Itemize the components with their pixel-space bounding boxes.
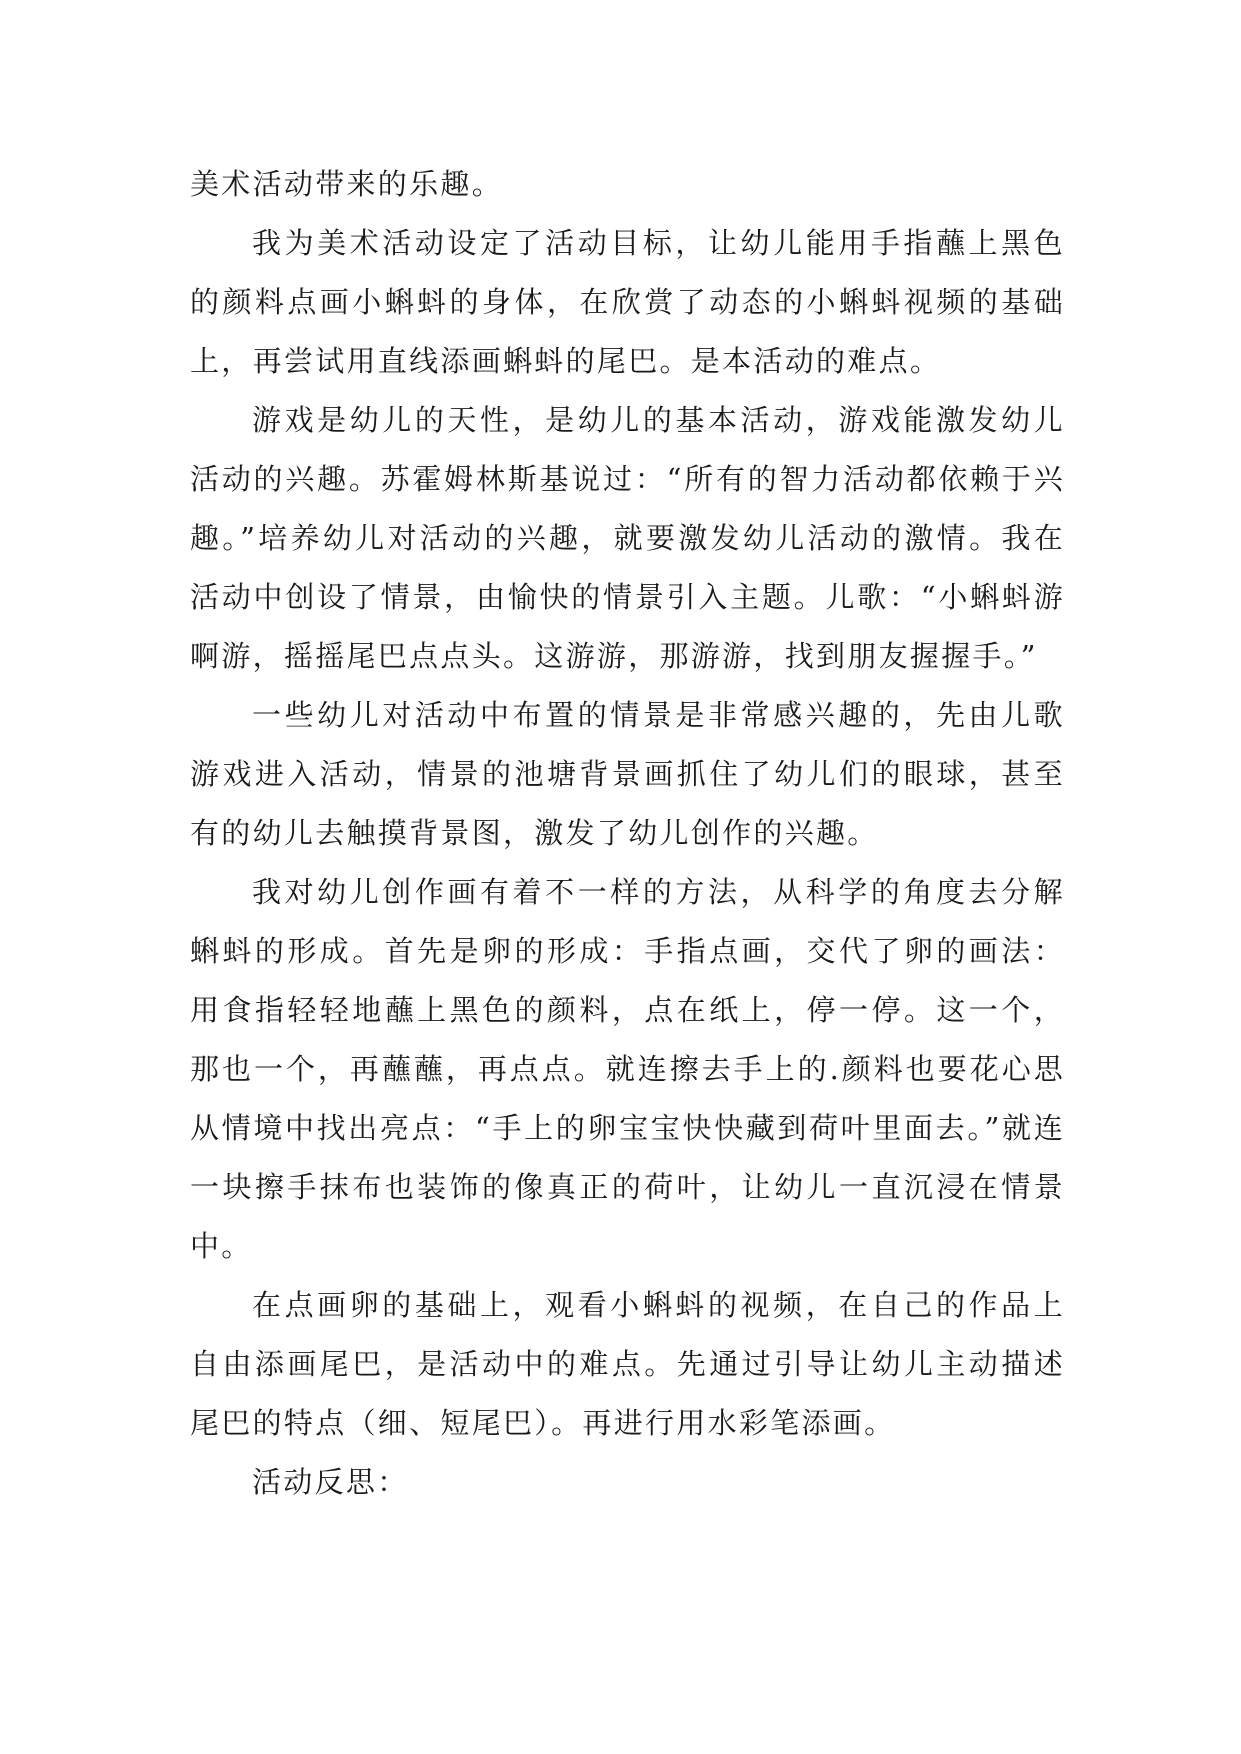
paragraph: 我为美术活动设定了活动目标，让幼儿能用手指蘸上黑色的颜料点画小蝌蚪的身体，在欣赏了动态的小蝌蚪视频的基础上，再尝试用直线添画蝌蚪的尾巴。是本活动的难点。 xyxy=(190,226,1065,378)
paragraph: 美术活动带来的乐趣。 xyxy=(190,167,504,201)
document-body xyxy=(190,155,1065,1512)
paragraph: 活动反思： xyxy=(252,1465,409,1499)
paragraph: 游戏是幼儿的天性，是幼儿的基本活动，游戏能激发幼儿活动的兴趣。苏霍姆林斯基说过：“所有的智力活动都依赖于兴趣。”培养幼儿对活动的兴趣，就要激发幼儿活动的激情。我在活动中创设了情景，由愉快的情景引入主题。儿歌：“小蝌蚪游啊游，摇摇尾巴点点头。这游游，那游游，找到朋友握握手。” xyxy=(190,403,1065,673)
paragraph: 在点画卵的基础上，观看小蝌蚪的视频，在自己的作品上自由添画尾巴，是活动中的难点。先通过引导让幼儿主动描述尾巴的特点（细、短尾巴）。再进行用水彩笔添画。 xyxy=(190,1288,1065,1440)
paragraph: 我对幼儿创作画有着不一样的方法，从科学的角度去分解蝌蚪的形成。首先是卵的形成：手指点画，交代了卵的画法：用食指轻轻地蘸上黑色的颜料，点在纸上，停一停。这一个，那也一个，再蘸蘸，再点点。就连擦去手上的.颜料也要花心思从情境中找出亮点：“手上的卵宝宝快快藏到荷叶里面去。”就连一块擦手抹布也装饰的像真正的荷叶，让幼儿一直沉浸在情景中。 xyxy=(190,875,1065,1263)
paragraph: 一些幼儿对活动中布置的情景是非常感兴趣的，先由儿歌游戏进入活动，情景的池塘背景画抓住了幼儿们的眼球，甚至有的幼儿去触摸背景图，激发了幼儿创作的兴趣。 xyxy=(190,698,1065,850)
